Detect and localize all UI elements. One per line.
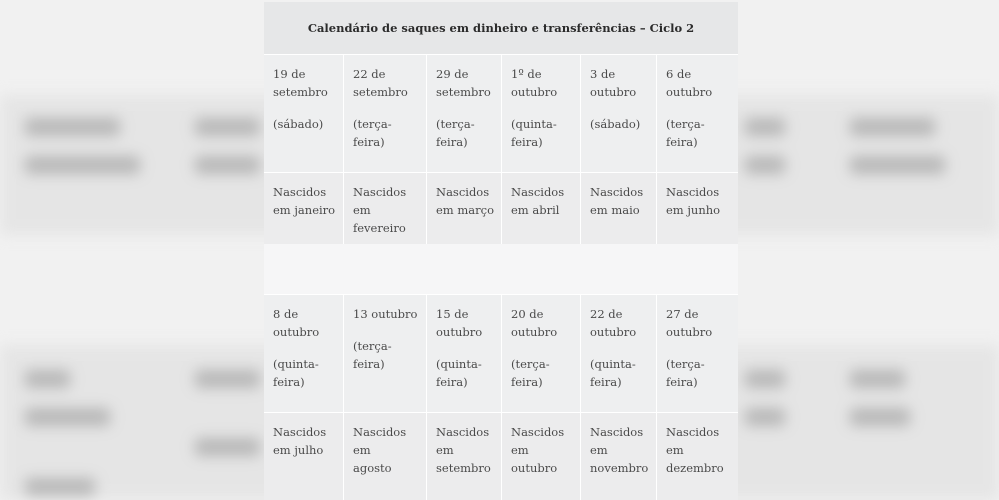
birth-text: Nascidos em março — [436, 185, 494, 217]
date-text: 22 de setembro — [353, 67, 408, 99]
date-text: 29 de setembro — [436, 67, 491, 99]
date-text: 22 de outubro — [590, 307, 637, 339]
date-cell — [581, 294, 657, 412]
table-row-births-1 — [264, 172, 738, 244]
date-text: 15 de outubro — [436, 307, 483, 339]
date-text: 27 de outubro — [666, 307, 713, 339]
date-text: 13 outubro — [353, 307, 418, 321]
birth-text: Nascidos em novembro — [590, 425, 649, 475]
weekday-text: (terça-feira) — [353, 117, 392, 149]
birth-text: Nascidos em fevereiro — [353, 185, 407, 235]
birth-cell — [502, 172, 581, 244]
birth-text: Nascidos em outubro — [511, 425, 565, 475]
birth-cell — [344, 412, 427, 500]
date-cell — [264, 54, 344, 172]
birth-cell — [427, 412, 502, 500]
table-gap — [264, 244, 738, 294]
date-cell — [502, 54, 581, 172]
weekday-text: (terça-feira) — [353, 339, 392, 371]
birth-text: Nascidos em julho — [273, 425, 327, 457]
birth-text: Nascidos em junho — [666, 185, 721, 217]
date-text: 19 de setembro — [273, 67, 328, 99]
birth-cell — [427, 172, 502, 244]
date-cell — [657, 54, 738, 172]
weekday-text: (terça-feira) — [511, 357, 550, 389]
birth-text: Nascidos em setembro — [436, 425, 491, 475]
date-cell — [427, 294, 502, 412]
birth-text: Nascidos em agosto — [353, 425, 407, 475]
weekday-text: (quinta- feira) — [511, 117, 557, 149]
date-cell — [502, 294, 581, 412]
birth-text: Nascidos em abril — [511, 185, 565, 217]
date-cell — [657, 294, 738, 412]
birth-cell — [264, 172, 344, 244]
date-text: 1º de outubro — [511, 67, 558, 99]
date-cell — [581, 54, 657, 172]
date-cell — [427, 54, 502, 172]
date-text: 8 de outubro — [273, 307, 320, 339]
birth-text: Nascidos em maio — [590, 185, 644, 217]
calendar-table — [264, 2, 738, 500]
weekday-text: (quinta- feira) — [273, 357, 319, 389]
table-title-bar — [264, 2, 738, 54]
birth-text: Nascidos em janeiro — [273, 185, 336, 217]
table-title: Calendário de saques em dinheiro e transferências – Ciclo 2 — [307, 21, 695, 35]
birth-cell — [657, 172, 738, 244]
date-cell — [264, 294, 344, 412]
weekday-text: (sábado) — [273, 117, 324, 131]
birth-cell — [502, 412, 581, 500]
weekday-text: (sábado) — [590, 117, 641, 131]
birth-text: Nascidos em dezembro — [666, 425, 724, 475]
birth-cell — [657, 412, 738, 500]
birth-cell — [581, 172, 657, 244]
weekday-text: (terça-feira) — [666, 117, 705, 149]
table-row-dates-1 — [264, 54, 738, 172]
weekday-text: (terça- feira) — [436, 117, 475, 149]
weekday-text: (quinta- feira) — [436, 357, 482, 389]
date-text: 20 de outubro — [511, 307, 558, 339]
date-cell — [344, 294, 427, 412]
birth-cell — [581, 412, 657, 500]
date-cell — [344, 54, 427, 172]
birth-cell — [264, 412, 344, 500]
table-row-dates-2 — [264, 294, 738, 412]
date-text: 3 de outubro — [590, 67, 637, 99]
table-row-births-2 — [264, 412, 738, 500]
birth-cell — [344, 172, 427, 244]
weekday-text: (terça-feira) — [666, 357, 705, 389]
date-text: 6 de outubro — [666, 67, 713, 99]
weekday-text: (quinta- feira) — [590, 357, 636, 389]
